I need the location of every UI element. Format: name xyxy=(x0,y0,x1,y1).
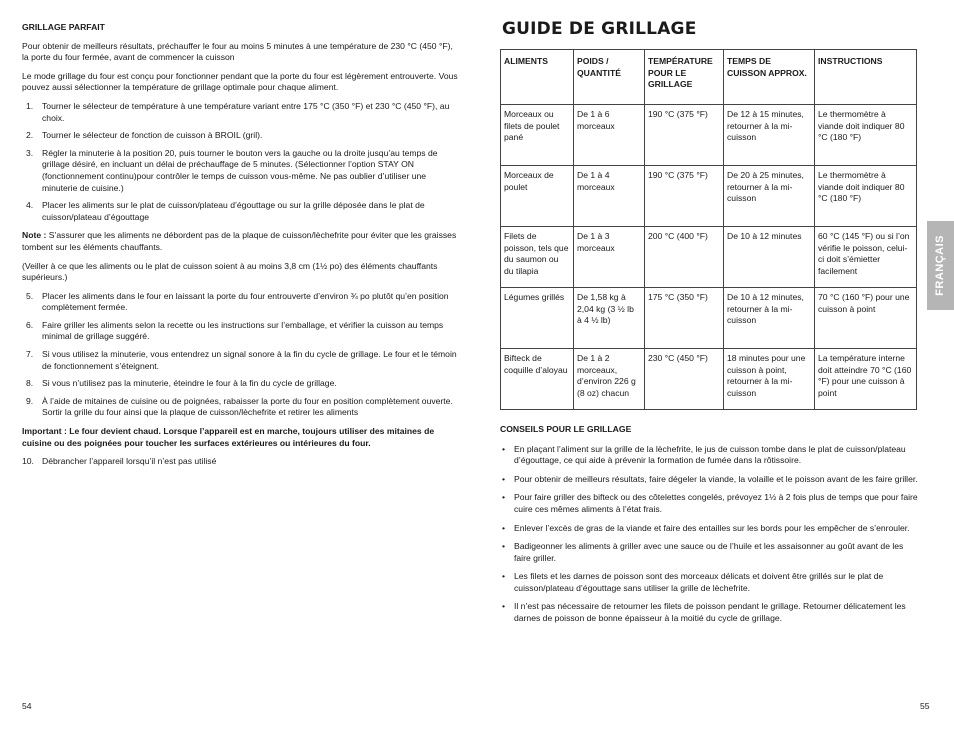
section-heading-grillage-parfait: GRILLAGE PARFAIT xyxy=(22,22,105,32)
note-text: S’assurer que les aliments ne débordent pas de la plaque de cuisson/lèchefrite pour éviter que les graisses tombent sur les éléments chauffants. xyxy=(22,230,457,252)
table-cell: De 20 à 25 minutes, retourner à la mi-cuisson xyxy=(724,165,815,226)
step-text: Débrancher l’appareil lorsqu’il n’est pas utilisé xyxy=(42,456,217,467)
step-item xyxy=(22,101,458,124)
list-item: • Il n’est pas nécessaire de retourner les filets de poisson pendant le grillage. Retourner délicatement les darnes de poisson de bonne épaisseur à la moitié du cycle de grillage. xyxy=(500,601,918,624)
table-cell: La température interne doit atteindre 70 °C (160 °F) pour une cuisson à point xyxy=(815,348,917,409)
language-tab-label: FRANÇAIS xyxy=(934,235,947,296)
table-cell: De 1 à 6 morceaux xyxy=(574,104,645,165)
list-item: • Pour faire griller des bifteck ou des côtelettes congelés, prévoyez 1½ à 2 fois plus de temps que pour faire cuire ces mêmes aliments à l’état frais. xyxy=(500,492,918,515)
step-item xyxy=(22,378,458,390)
table-cell: Légumes grillés xyxy=(501,287,574,348)
list-item: • Les filets et les darnes de poisson sont des morceaux délicats et doivent être grillés sur le plat de cuisson/plateau d’égouttage sans utiliser la grille de lèchefrite. xyxy=(500,571,918,594)
page-title: GUIDE DE GRILLAGE xyxy=(502,19,697,39)
step-item xyxy=(22,349,458,372)
steps-list-b xyxy=(22,291,458,419)
table-cell: De 1,58 kg à 2,04 kg (3 ½ lb à 4 ½ lb) xyxy=(574,287,645,348)
table-cell: 200 °C (400 °F) xyxy=(645,226,724,287)
step-text: Placer les aliments sur le plat de cuisson/plateau d’égouttage ou sur la grille déposée dans le plat de cuisson/plateau d’égouttage xyxy=(42,200,425,222)
step-item xyxy=(22,200,458,223)
table-cell: 18 minutes pour une cuisson à point, retourner à la mi-cuisson xyxy=(724,348,815,409)
step-text: Si vous utilisez la minuterie, vous entendrez un signal sonore à la fin du cycle de grillage. Le four et le témoin de fonctionnement s’éteignent. xyxy=(42,349,457,371)
step-number: 9. xyxy=(26,395,34,406)
column-header-poids: POIDS / QUANTITÉ xyxy=(574,49,645,104)
step-text: Régler la minuterie à la position 20, puis tourner le bouton vers la gauche ou la droite jusqu’au temps de grillage désiré, en incluant un délai de préchauffage de 5 minutes. (Sélectionner l’option STAY ON (fonctionnement continu)pour contrôler le temps de cuisson vous-même. Ne pas oublier d’utiliser une minuterie de cuisine.) xyxy=(42,147,438,193)
page-number-right: 55 xyxy=(920,701,930,711)
step-number: 8. xyxy=(26,378,34,389)
note-label: Note : xyxy=(22,230,47,241)
list-item: • Pour obtenir de meilleurs résultats, faire dégeler la viande, la volaille et le poisson avant de les faire griller. xyxy=(500,474,918,486)
table-cell: De 1 à 3 morceaux xyxy=(574,226,645,287)
table-cell: Bifteck de coquille d’aloyau xyxy=(501,348,574,409)
table-row xyxy=(501,165,917,226)
table-cell: Le thermomètre à viande doit indiquer 80 °C (180 °F) xyxy=(815,165,917,226)
table-cell: Le thermomètre à viande doit indiquer 80 °C (180 °F) xyxy=(815,104,917,165)
table-cell: 190 °C (375 °F) xyxy=(645,104,724,165)
table-cell: De 12 à 15 minutes, retourner à la mi-cuisson xyxy=(724,104,815,165)
step-number: 5. xyxy=(26,290,34,301)
step-text: Si vous n’utilisez pas la minuterie, éteindre le four à la fin du cycle de grillage. xyxy=(42,378,337,389)
table-cell: De 10 à 12 minutes xyxy=(724,226,815,287)
tips-list xyxy=(500,444,918,625)
step-text: Placer les aliments dans le four en laissant la porte du four entrouverte d’environ ¾ po plutôt qu’en position complètement fermée. xyxy=(42,290,449,313)
table-cell: 230 °C (450 °F) xyxy=(645,348,724,409)
table-cell: 190 °C (375 °F) xyxy=(645,165,724,226)
step-number: 1. xyxy=(26,100,34,111)
list-item: • Enlever l’excès de gras de la viande et faire des entailles sur les bords pour les empêcher de s’enrouler. xyxy=(500,523,918,535)
step-number: 4. xyxy=(26,200,34,211)
step-number: 7. xyxy=(26,349,34,360)
table-cell: 70 °C (160 °F) pour une cuisson à point xyxy=(815,287,917,348)
table-cell: De 10 à 12 minutes, retourner à la mi-cuisson xyxy=(724,287,815,348)
caution-paragraph: (Veiller à ce que les aliments ou le plat de cuisson soient à au moins 3,8 cm (1½ po) des éléments chauffants supérieurs.) xyxy=(22,260,438,283)
steps-list-a xyxy=(22,101,458,223)
right-page xyxy=(500,18,918,632)
broiling-guide-table xyxy=(500,49,917,410)
note-paragraph xyxy=(22,230,458,253)
intro-paragraph-1: Pour obtenir de meilleurs résultats, préchauffer le four au moins 5 minutes à une température de 230 °C (450 °F), la porte du four fermée, avant de commencer la cuisson xyxy=(22,40,453,63)
steps-list-c xyxy=(22,456,458,468)
table-row xyxy=(501,287,917,348)
table-row xyxy=(501,226,917,287)
step-number: 6. xyxy=(26,319,34,330)
important-warning: Important : Le four devient chaud. Lorsque l’appareil est en marche, toujours utiliser des mitaines de cuisine ou des poignées pour toucher les surfaces extérieures ou intérieures du four. xyxy=(22,426,435,448)
column-header-instructions: INSTRUCTIONS xyxy=(815,49,917,104)
page-number-left: 54 xyxy=(22,701,32,711)
column-header-aliments: ALIMENTS xyxy=(501,49,574,104)
step-item xyxy=(22,456,458,468)
table-row xyxy=(501,348,917,409)
step-number: 2. xyxy=(26,130,34,141)
table-cell: Morceaux ou filets de poulet pané xyxy=(501,104,574,165)
table-cell: 175 °C (350 °F) xyxy=(645,287,724,348)
left-page xyxy=(22,22,458,475)
step-item xyxy=(22,130,458,142)
step-item xyxy=(22,320,458,343)
list-item: • En plaçant l’aliment sur la grille de la lèchefrite, le jus de cuisson tombe dans le plat de cuisson/plateau d’égouttage, ce qui aide à prévenir la formation de fumée dans la rôtissoire. xyxy=(500,444,918,467)
step-item xyxy=(22,396,458,419)
step-number: 3. xyxy=(26,147,34,158)
table-cell: De 1 à 2 morceaux, d’environ 226 g (8 oz) chacun xyxy=(574,348,645,409)
step-item xyxy=(22,291,458,314)
table-cell: 60 °C (145 °F) ou si l’on vérifie le poisson, celui-ci doit s’émietter facilement xyxy=(815,226,917,287)
column-header-temperature: TEMPÉRATURE POUR LE GRILLAGE xyxy=(645,49,724,104)
table-row xyxy=(501,104,917,165)
step-text: Tourner le sélecteur de fonction de cuisson à BROIL (gril). xyxy=(42,130,263,141)
table-cell: Morceaux de poulet xyxy=(501,165,574,226)
intro-paragraph-2: Le mode grillage du four est conçu pour fonctionner pendant que la porte du four est légèrement entrouverte. Vous pouvez aussi sélectionner la température de grillage optimale pour chaque aliment. xyxy=(22,70,458,93)
column-header-temps: TEMPS DE CUISSON APPROX. xyxy=(724,49,815,104)
section-heading-conseils: CONSEILS POUR LE GRILLAGE xyxy=(500,423,632,434)
step-text: Faire griller les aliments selon la recette ou les instructions sur l’emballage, et vérifier la cuisson au temps minimal de grillage suggéré. xyxy=(42,319,444,342)
table-cell: Filets de poisson, tels que du saumon ou du tilapia xyxy=(501,226,574,287)
step-number: 10. xyxy=(22,456,34,467)
step-item xyxy=(22,148,458,194)
step-text: À l’aide de mitaines de cuisine ou de poignées, rabaisser la porte du four en position complètement ouverte. Sortir la grille du four ainsi que la plaque de cuisson/lèchefrite et retirer les aliments xyxy=(42,395,453,418)
list-item: • Badigeonner les aliments à griller avec une sauce ou de l’huile et les assaisonner au goût avant de les faire griller. xyxy=(500,541,918,564)
language-tab xyxy=(927,221,954,310)
table-header-row xyxy=(501,49,917,104)
step-text: Tourner le sélecteur de température à une température variant entre 175 °C (350 °F) et 230 °C (450 °F), au choix. xyxy=(42,100,450,123)
table-cell: De 1 à 4 morceaux xyxy=(574,165,645,226)
